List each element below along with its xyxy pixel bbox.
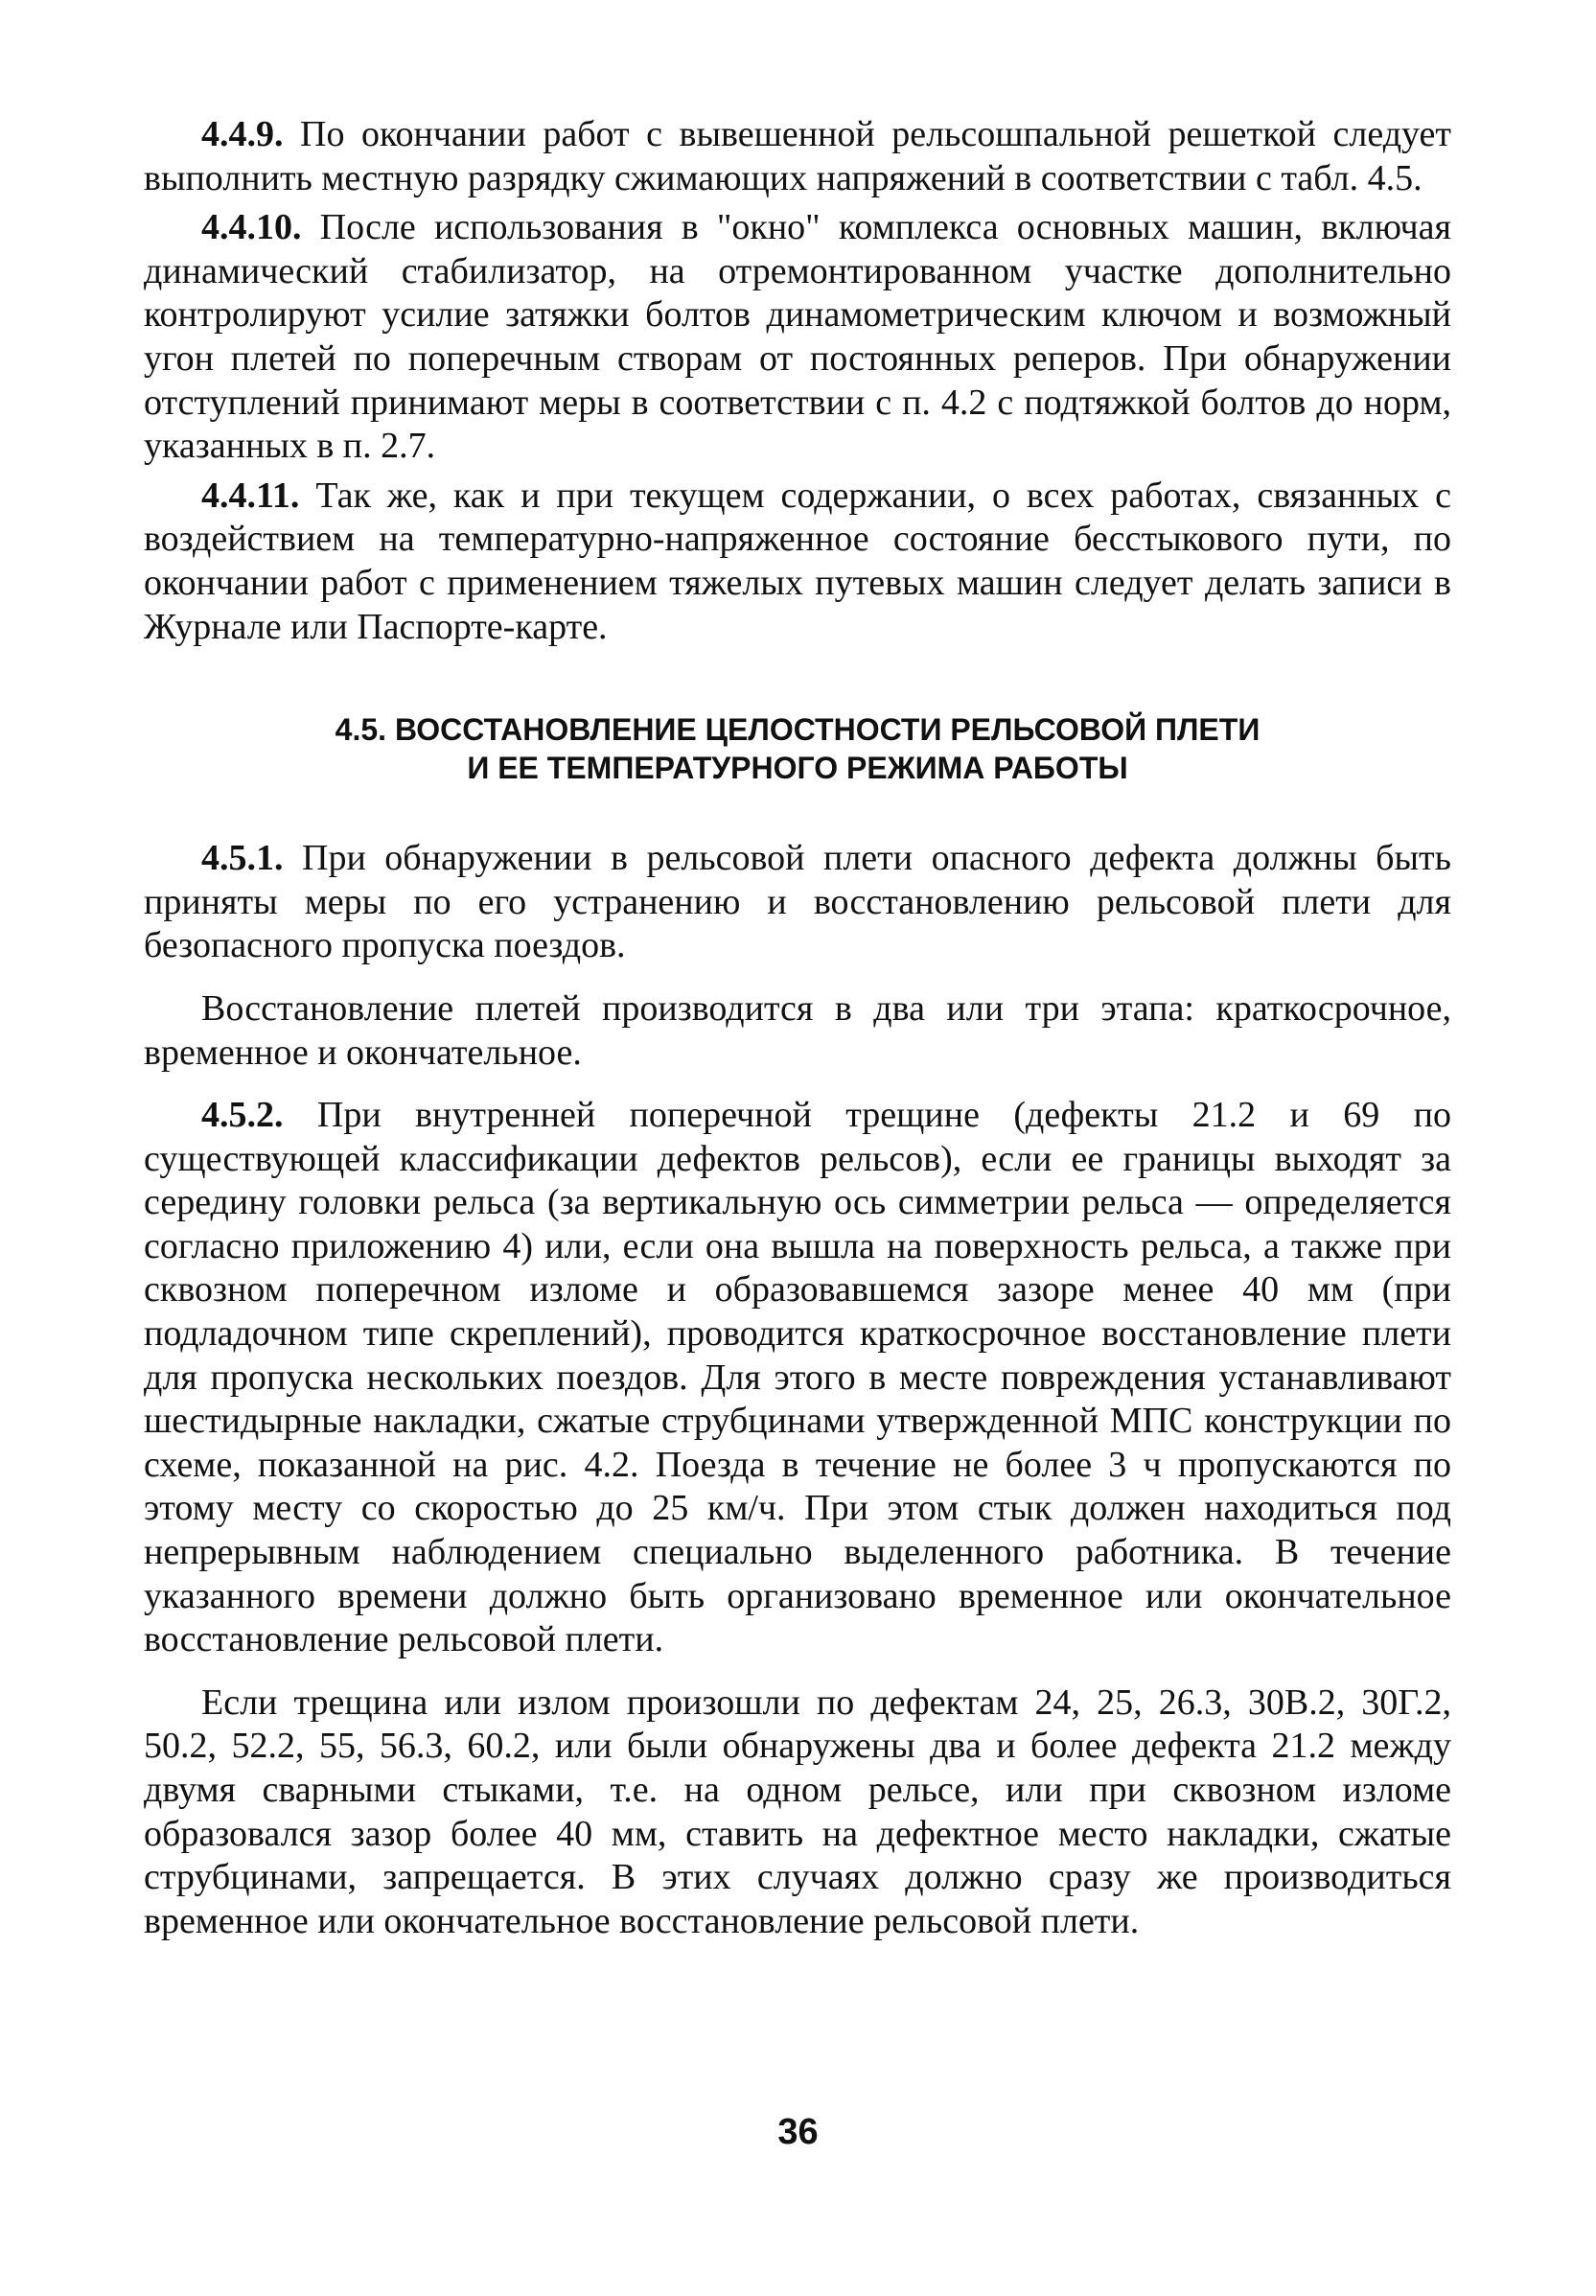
paragraph-text: После использования в "окно" комплекса основных машин, включая динамический стабилизатор, на отремонтированном участке дополнительно контролируют усилие затяжки болтов динамометрическим ключом и возможный угон плетей по поперечным створам от постоянных реперов. При обнаружении отступлений принимают меры в соответствии с п. 4.2 с подтяжкой болтов до норм, указанных в п. 2.7. xyxy=(144,207,1451,467)
paragraph-text: По окончании работ с вывешенной рельсошпальной решеткой следует выполнить местную разрядку сжимающих напряжений в соответствии с табл. 4.5. xyxy=(144,114,1451,198)
section-heading-line-1: 4.5. ВОССТАНОВЛЕНИЕ ЦЕЛОСТНОСТИ РЕЛЬСОВОЙ ПЛЕТИ xyxy=(335,712,1261,748)
paragraph-defect-cases xyxy=(144,1681,1451,1944)
document-page xyxy=(144,113,1451,1949)
section-heading-line-2: И ЕЕ ТЕМПЕРАТУРНОГО РЕЖИМА РАБОТЫ xyxy=(467,751,1128,786)
paragraph-4-5-1 xyxy=(144,837,1451,968)
paragraph-4-4-10 xyxy=(144,206,1451,469)
paragraph-text: Если трещина или излом произошли по дефектам 24, 25, 26.3, 30В.2, 30Г.2, 50.2, 52.2, 55, 56.3, 60.2, или были обнаружены два и более дефекта 21.2 между двумя сварными стыками, т.е. на одном рельсе, или при сквозном изломе образовался зазор более 40 мм, ставить на дефектное место накладки, сжатые струбцинами, запрещается. В этих случаях должно сразу же производиться временное или окончательное восстановление рельсовой плети. xyxy=(144,1681,1451,1941)
paragraph-number: 4.4.9. xyxy=(201,114,284,154)
paragraph-text: Так же, как и при текущем содержании, о всех работах, связанных с воздействием на температурно-напряженное состояние бесстыкового пути, по окончании работ с применением тяжелых путевых машин следует делать записи в Журнале или Паспорте-карте. xyxy=(144,475,1451,647)
paragraph-4-4-11 xyxy=(144,475,1451,649)
paragraph-restoration-stages xyxy=(144,987,1451,1075)
paragraph-4-5-2 xyxy=(144,1094,1451,1662)
paragraph-text: Восстановление плетей производится в два или три этапа: краткосрочное, временное и окончательное. xyxy=(144,987,1451,1073)
paragraph-text: При обнаружении в рельсовой плети опасного дефекта должны быть приняты меры по его устранению и восстановлению рельсовой плети для безопасного пропуска поездов. xyxy=(144,838,1451,966)
section-heading xyxy=(144,710,1451,787)
paragraph-number: 4.5.1. xyxy=(201,838,284,879)
paragraph-text: При внутренней поперечной трещине (дефекты 21.2 и 69 по существующей классификации дефектов рельсов), если ее границы выходят за середину головки рельса (за вертикальную ось симметрии рельса — определяется согласно приложению 4) или, если она вышла на поверхность рельса, а также при сквозном поперечном изломе и образовавшемся зазоре менее 40 мм (при подладочном типе скреплений), проводится краткосрочное восстановление плети для пропуска нескольких поездов. Для этого в месте повреждения устанавливают шестидырные накладки, сжатые струбцинами утвержденной МПС конструкции по схеме, показанной на рис. 4.2. Поезда в течение не более 3 ч пропускаются по этому месту со скоростью до 25 км/ч. При этом стык должен находиться под непрерывным наблюдением специально выделенного работника. В течение указанного времени должно быть организовано временное или окончательное восстановление рельсовой плети. xyxy=(144,1095,1451,1660)
paragraph-number: 4.5.2. xyxy=(201,1095,284,1136)
paragraph-4-4-9 xyxy=(144,113,1451,200)
paragraph-number: 4.4.11. xyxy=(201,475,300,516)
paragraph-number: 4.4.10. xyxy=(201,207,302,248)
page-number: 36 xyxy=(777,2112,819,2152)
